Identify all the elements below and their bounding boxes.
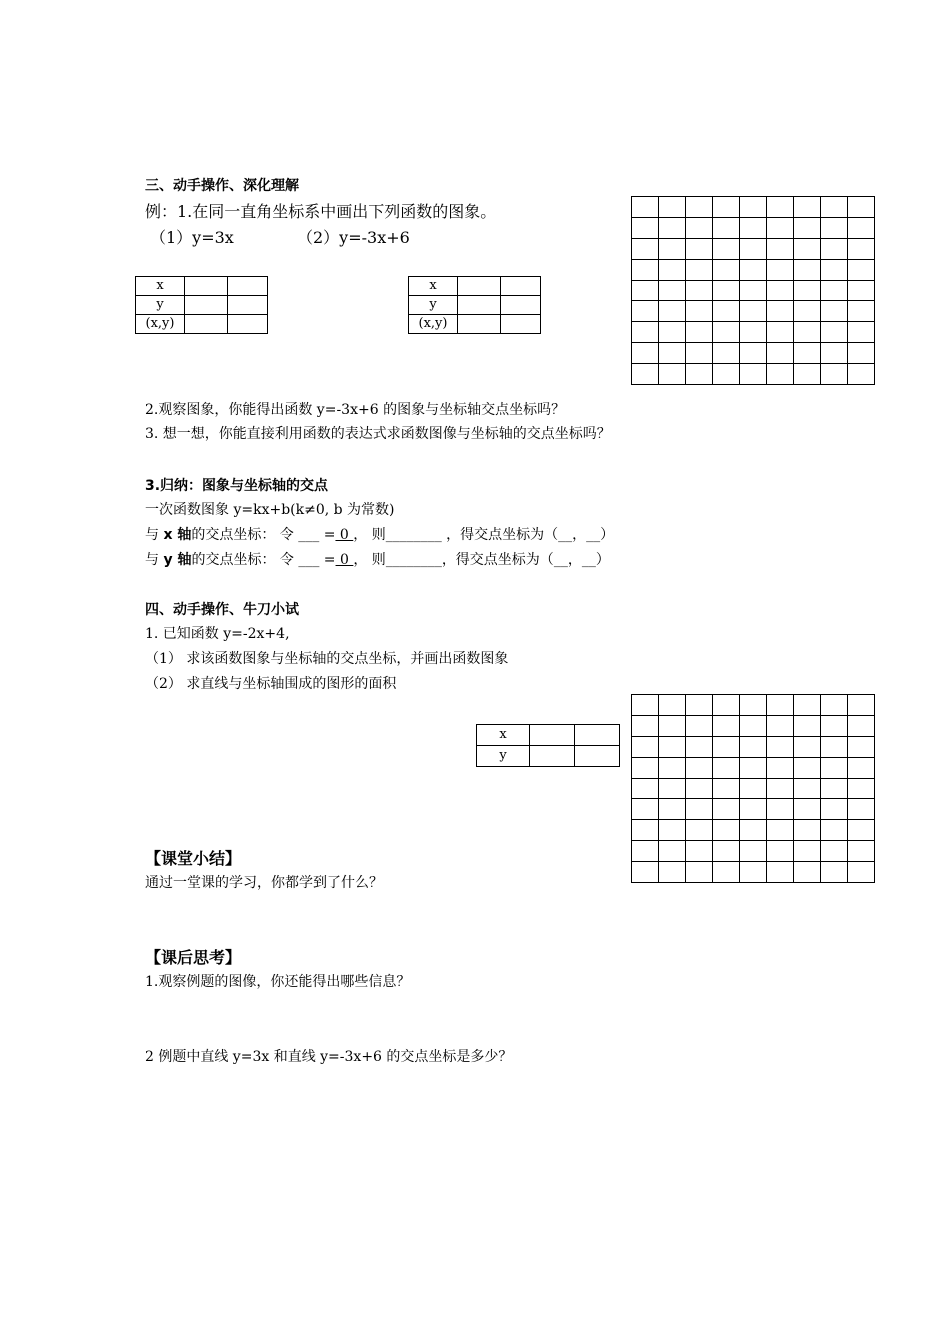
grid-cell (713, 799, 740, 820)
grid-cell (632, 364, 659, 385)
table-cell[interactable] (458, 277, 501, 296)
grid-cell (767, 799, 794, 820)
grid-cell (632, 280, 659, 301)
grid-cell (659, 820, 686, 841)
grid-cell (821, 799, 848, 820)
y-axis-label: y 轴 (163, 552, 192, 568)
grid-cell (659, 343, 686, 364)
text: 的交点坐标： 令 (191, 552, 299, 568)
grid-cell (632, 197, 659, 218)
table-cell[interactable] (458, 315, 501, 334)
grid-cell (632, 259, 659, 280)
value-table-3 (476, 724, 620, 767)
grid-cell (767, 778, 794, 799)
grid-cell (632, 757, 659, 778)
grid-cell (767, 259, 794, 280)
text: ， 则 (353, 552, 386, 568)
table-cell-label: y (477, 746, 530, 767)
grid-cell (713, 736, 740, 757)
text: = (319, 552, 336, 568)
induction-title: 3.归纳：图象与坐标轴的交点 (145, 478, 329, 494)
grid-cell (686, 778, 713, 799)
grid-cell (740, 820, 767, 841)
value-table-1 (135, 276, 268, 334)
grid-cell (794, 820, 821, 841)
grid-cell (821, 343, 848, 364)
grid-cell (632, 715, 659, 736)
example-1-text: 例：1.在同一直角坐标系中画出下列函数的图象。 (145, 202, 497, 221)
grid-cell (686, 238, 713, 259)
blank[interactable]: ___ (298, 552, 320, 568)
grid-cell (632, 841, 659, 862)
grid-cell (767, 862, 794, 883)
grid-cell (848, 799, 875, 820)
grid-cell (740, 343, 767, 364)
text: ，得交点坐标为（ (441, 552, 554, 568)
grid-cell (767, 695, 794, 716)
grid-cell (686, 259, 713, 280)
grid-cell (740, 799, 767, 820)
grid-cell (740, 736, 767, 757)
table-cell[interactable] (228, 277, 268, 296)
grid-cell (686, 343, 713, 364)
grid-cell (821, 197, 848, 218)
table-cell-label: (x,y) (409, 315, 458, 334)
grid-cell (686, 862, 713, 883)
grid-cell (740, 259, 767, 280)
table-cell-label: x (477, 725, 530, 746)
grid-cell (794, 322, 821, 343)
grid-cell (821, 736, 848, 757)
grid-cell (794, 197, 821, 218)
grid-cell (632, 799, 659, 820)
table-cell[interactable] (228, 315, 268, 334)
section4-sub-2: （2） 求直线与坐标轴围成的图形的面积 (145, 676, 397, 692)
grid-cell (713, 757, 740, 778)
grid-cell (767, 301, 794, 322)
grid-cell (767, 820, 794, 841)
grid-cell (794, 778, 821, 799)
grid-cell (686, 757, 713, 778)
class-summary-text: 通过一堂课的学习，你都学到了什么？ (145, 875, 383, 891)
grid-cell (713, 322, 740, 343)
text: 的交点坐标： 令 (191, 527, 299, 543)
table-cell[interactable] (501, 296, 541, 315)
grid-cell (794, 757, 821, 778)
grid-cell (659, 799, 686, 820)
grid-cell (848, 820, 875, 841)
grid-cell (740, 841, 767, 862)
question-3: 3. 想一想，你能直接利用函数的表达式求函数图像与坐标轴的交点坐标吗？ (145, 426, 611, 442)
table-cell[interactable] (501, 277, 541, 296)
grid-cell (794, 862, 821, 883)
table-cell[interactable] (530, 725, 575, 746)
grid-cell (713, 841, 740, 862)
table-cell[interactable] (575, 746, 620, 767)
grid-cell (848, 259, 875, 280)
grid-cell (659, 364, 686, 385)
grid-cell (848, 364, 875, 385)
grid-cell (632, 238, 659, 259)
grid-cell (767, 280, 794, 301)
table-cell-label: (x,y) (136, 315, 185, 334)
grid-cell (821, 301, 848, 322)
grid-cell (740, 757, 767, 778)
grid-cell (821, 217, 848, 238)
grid-cell (713, 695, 740, 716)
table-cell[interactable] (501, 315, 541, 334)
function-1-label: （1）y=3x (150, 228, 234, 247)
grid-cell (659, 695, 686, 716)
grid-cell (659, 197, 686, 218)
grid-cell (740, 364, 767, 385)
text: ， (567, 552, 582, 568)
table-cell[interactable] (185, 277, 228, 296)
grid-cell (794, 364, 821, 385)
grid-cell (767, 343, 794, 364)
section4-item-1: 1. 已知函数 y=-2x+4, (145, 626, 290, 642)
blank[interactable]: __ (586, 527, 601, 543)
class-summary-title: 【课堂小结】 (145, 849, 242, 868)
grid-cell (713, 259, 740, 280)
grid-cell (713, 820, 740, 841)
section4-title: 四、动手操作、牛刀小试 (145, 602, 299, 618)
grid-cell (686, 364, 713, 385)
grid-cell (848, 736, 875, 757)
grid-cell (632, 217, 659, 238)
blank[interactable]: ________ (385, 552, 442, 568)
grid-cell (686, 736, 713, 757)
grid-cell (686, 197, 713, 218)
table-cell-label: y (409, 296, 458, 315)
grid-cell (686, 841, 713, 862)
grid-cell (794, 841, 821, 862)
grid-cell (740, 197, 767, 218)
after-class-q2: 2 例题中直线 y=3x 和直线 y=-3x+6 的交点坐标是多少？ (145, 1049, 513, 1065)
text: ， (572, 527, 587, 543)
coordinate-grid-2[interactable] (631, 694, 875, 883)
table-cell[interactable] (185, 296, 228, 315)
grid-cell (713, 364, 740, 385)
table-cell[interactable] (575, 725, 620, 746)
grid-cell (740, 715, 767, 736)
grid-cell (686, 217, 713, 238)
value-table-2 (408, 276, 541, 334)
induction-line-1: 一次函数图象 y=kx+b(k≠0, b 为常数) (145, 502, 395, 518)
grid-cell (848, 322, 875, 343)
grid-cell (767, 736, 794, 757)
zero-value: 0 (335, 552, 354, 568)
grid-cell (740, 301, 767, 322)
grid-cell (767, 757, 794, 778)
grid-cell (848, 197, 875, 218)
grid-cell (632, 820, 659, 841)
grid-cell (686, 301, 713, 322)
grid-cell (848, 301, 875, 322)
grid-cell (848, 778, 875, 799)
blank[interactable]: __ (581, 552, 596, 568)
grid-cell (632, 301, 659, 322)
grid-cell (821, 695, 848, 716)
table-cell-label: x (136, 277, 185, 296)
grid-cell (740, 695, 767, 716)
text: = (319, 527, 336, 543)
text: 与 (145, 527, 164, 543)
grid-cell (794, 343, 821, 364)
grid-cell (713, 280, 740, 301)
blank[interactable]: ________ (385, 527, 442, 543)
grid-cell (659, 280, 686, 301)
grid-cell (713, 862, 740, 883)
grid-cell (686, 820, 713, 841)
after-class-q1: 1.观察例题的图像，你还能得出哪些信息？ (145, 974, 411, 990)
grid-cell (821, 820, 848, 841)
grid-cell (848, 217, 875, 238)
grid-cell (659, 238, 686, 259)
grid-cell (659, 217, 686, 238)
grid-cell (794, 799, 821, 820)
grid-cell (848, 757, 875, 778)
grid-cell (767, 238, 794, 259)
x-axis-label: x 轴 (163, 527, 192, 543)
grid-cell (713, 715, 740, 736)
grid-cell (821, 280, 848, 301)
grid-cell (740, 778, 767, 799)
grid-cell (632, 322, 659, 343)
function-2-label: （2）y=-3x+6 (297, 228, 410, 247)
grid-cell (794, 736, 821, 757)
grid-cell (767, 364, 794, 385)
grid-cell (686, 715, 713, 736)
grid-cell (659, 715, 686, 736)
grid-cell (821, 862, 848, 883)
grid-cell (848, 238, 875, 259)
grid-cell (821, 841, 848, 862)
grid-cell (659, 862, 686, 883)
grid-cell (686, 322, 713, 343)
x-axis-intersection-line (145, 527, 614, 544)
grid-cell (821, 364, 848, 385)
grid-cell (686, 280, 713, 301)
grid-cell (794, 217, 821, 238)
grid-cell (848, 862, 875, 883)
grid-cell (848, 715, 875, 736)
grid-cell (659, 301, 686, 322)
section4-sub-1: （1） 求该函数图象与坐标轴的交点坐标，并画出函数图象 (145, 651, 509, 667)
table-cell[interactable] (228, 296, 268, 315)
text: ） (600, 527, 615, 543)
grid-cell (821, 757, 848, 778)
grid-cell (632, 343, 659, 364)
table-cell-label: y (136, 296, 185, 315)
grid-cell (821, 322, 848, 343)
grid-cell (740, 238, 767, 259)
grid-cell (767, 322, 794, 343)
grid-cell (740, 217, 767, 238)
grid-cell (632, 862, 659, 883)
grid-cell (659, 736, 686, 757)
grid-cell (713, 217, 740, 238)
grid-cell (659, 778, 686, 799)
grid-cell (713, 343, 740, 364)
table-cell[interactable] (458, 296, 501, 315)
question-2: 2.观察图象，你能得出函数 y=-3x+6 的图象与坐标轴交点坐标吗？ (145, 402, 566, 418)
grid-cell (632, 695, 659, 716)
grid-cell (740, 322, 767, 343)
grid-cell (794, 301, 821, 322)
grid-cell (767, 197, 794, 218)
grid-cell (794, 280, 821, 301)
grid-cell (848, 841, 875, 862)
grid-cell (740, 862, 767, 883)
grid-cell (821, 778, 848, 799)
grid-cell (767, 841, 794, 862)
grid-cell (659, 259, 686, 280)
after-class-title: 【课后思考】 (145, 948, 242, 967)
table-cell-label: x (409, 277, 458, 296)
grid-cell (821, 259, 848, 280)
blank[interactable]: __ (558, 527, 573, 543)
y-axis-intersection-line (145, 552, 610, 569)
blank[interactable]: ___ (298, 527, 320, 543)
grid-cell (740, 280, 767, 301)
grid-cell (713, 197, 740, 218)
grid-cell (848, 280, 875, 301)
grid-cell (686, 799, 713, 820)
grid-cell (632, 736, 659, 757)
grid-cell (794, 259, 821, 280)
grid-cell (686, 695, 713, 716)
grid-cell (632, 778, 659, 799)
text: ） (595, 552, 610, 568)
table-cell[interactable] (530, 746, 575, 767)
blank[interactable]: __ (553, 552, 568, 568)
text: ，得交点坐标为（ (441, 527, 559, 543)
grid-cell (659, 322, 686, 343)
grid-cell (794, 695, 821, 716)
grid-cell (713, 238, 740, 259)
grid-cell (848, 343, 875, 364)
grid-cell (794, 715, 821, 736)
grid-cell (848, 695, 875, 716)
zero-value: 0 (335, 527, 354, 543)
grid-cell (767, 217, 794, 238)
grid-cell (821, 238, 848, 259)
grid-cell (713, 301, 740, 322)
grid-cell (713, 778, 740, 799)
coordinate-grid-1[interactable] (631, 196, 875, 385)
grid-cell (659, 841, 686, 862)
text: ， 则 (353, 527, 386, 543)
table-cell[interactable] (185, 315, 228, 334)
section3-title: 三、动手操作、深化理解 (145, 178, 299, 194)
grid-cell (659, 757, 686, 778)
grid-cell (821, 715, 848, 736)
text: 与 (145, 552, 164, 568)
grid-cell (767, 715, 794, 736)
grid-cell (794, 238, 821, 259)
